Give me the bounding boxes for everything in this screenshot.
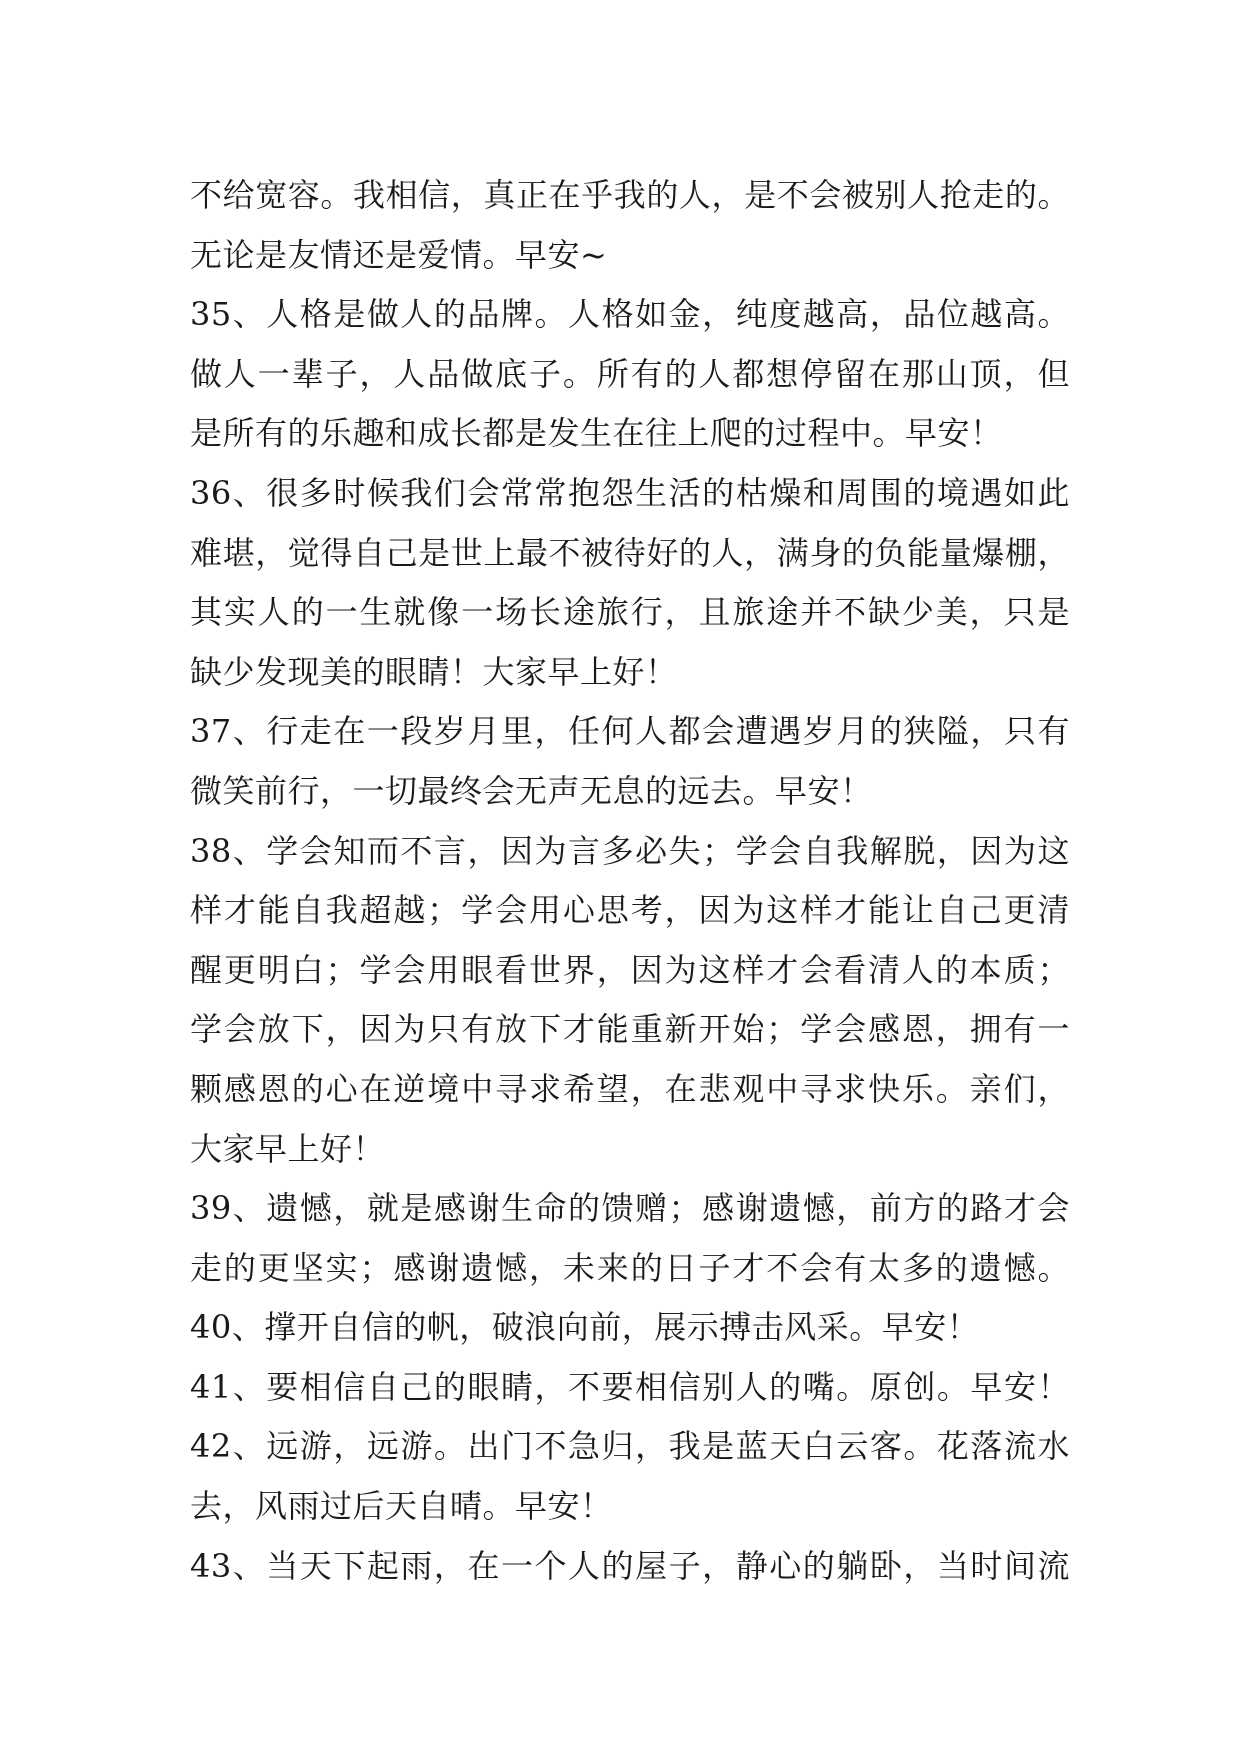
text-line: 41、要相信自己的眼睛，不要相信别人的嘴。原创。早安！ [190, 1367, 1070, 1406]
text-line: 是所有的乐趣和成长都是发生在往上爬的过程中。早安！ [190, 414, 1003, 453]
text-line: 37、行走在一段岁月里，任何人都会遭遇岁月的狭隘，只有 [190, 712, 1070, 751]
text-line: 无论是友情还是爱情。早安~ [190, 235, 608, 274]
document-body [190, 166, 1070, 1596]
text-line: 大家早上好！ [190, 1129, 386, 1168]
text-line: 36、很多时候我们会常常抱怨生活的枯燥和周围的境遇如此 [190, 473, 1070, 512]
text-line: 39、遗憾，就是感谢生命的馈赠；感谢遗憾，前方的路才会 [190, 1189, 1070, 1228]
text-line: 43、当天下起雨，在一个人的屋子，静心的躺卧，当时间流 [190, 1546, 1070, 1585]
text-line: 做人一辈子，人品做底子。所有的人都想停留在那山顶，但 [190, 354, 1070, 393]
text-line: 难堪，觉得自己是世上最不被待好的人，满身的负能量爆棚， [190, 533, 1070, 572]
text-line: 38、学会知而不言，因为言多必失；学会自我解脱，因为这 [190, 831, 1070, 870]
text-line: 走的更坚实；感谢遗憾，未来的日子才不会有太多的遗憾。 [190, 1248, 1070, 1287]
text-line: 醒更明白；学会用眼看世界，因为这样才会看清人的本质； [190, 950, 1070, 989]
text-line: 42、远游，远游。出门不急归，我是蓝天白云客。花落流水 [190, 1427, 1070, 1466]
text-line: 其实人的一生就像一场长途旅行，且旅途并不缺少美，只是 [190, 593, 1070, 632]
text-line: 颗感恩的心在逆境中寻求希望，在悲观中寻求快乐。亲们， [190, 1069, 1070, 1108]
text-line: 样才能自我超越；学会用心思考，因为这样才能让自己更清 [190, 891, 1070, 930]
text-line: 去，风雨过后天自晴。早安！ [190, 1487, 613, 1526]
text-line: 35、人格是做人的品牌。人格如金，纯度越高，品位越高。 [190, 295, 1070, 334]
text-line: 不给宽容。我相信，真正在乎我的人，是不会被别人抢走的。 [190, 176, 1070, 214]
text-line: 缺少发现美的眼睛！大家早上好！ [190, 652, 678, 691]
text-line: 40、撑开自信的帆，破浪向前，展示搏击风采。早安！ [190, 1308, 980, 1347]
text-line: 学会放下，因为只有放下才能重新开始；学会感恩，拥有一 [190, 1010, 1070, 1049]
text-line: 微笑前行，一切最终会无声无息的远去。早安！ [190, 771, 873, 810]
